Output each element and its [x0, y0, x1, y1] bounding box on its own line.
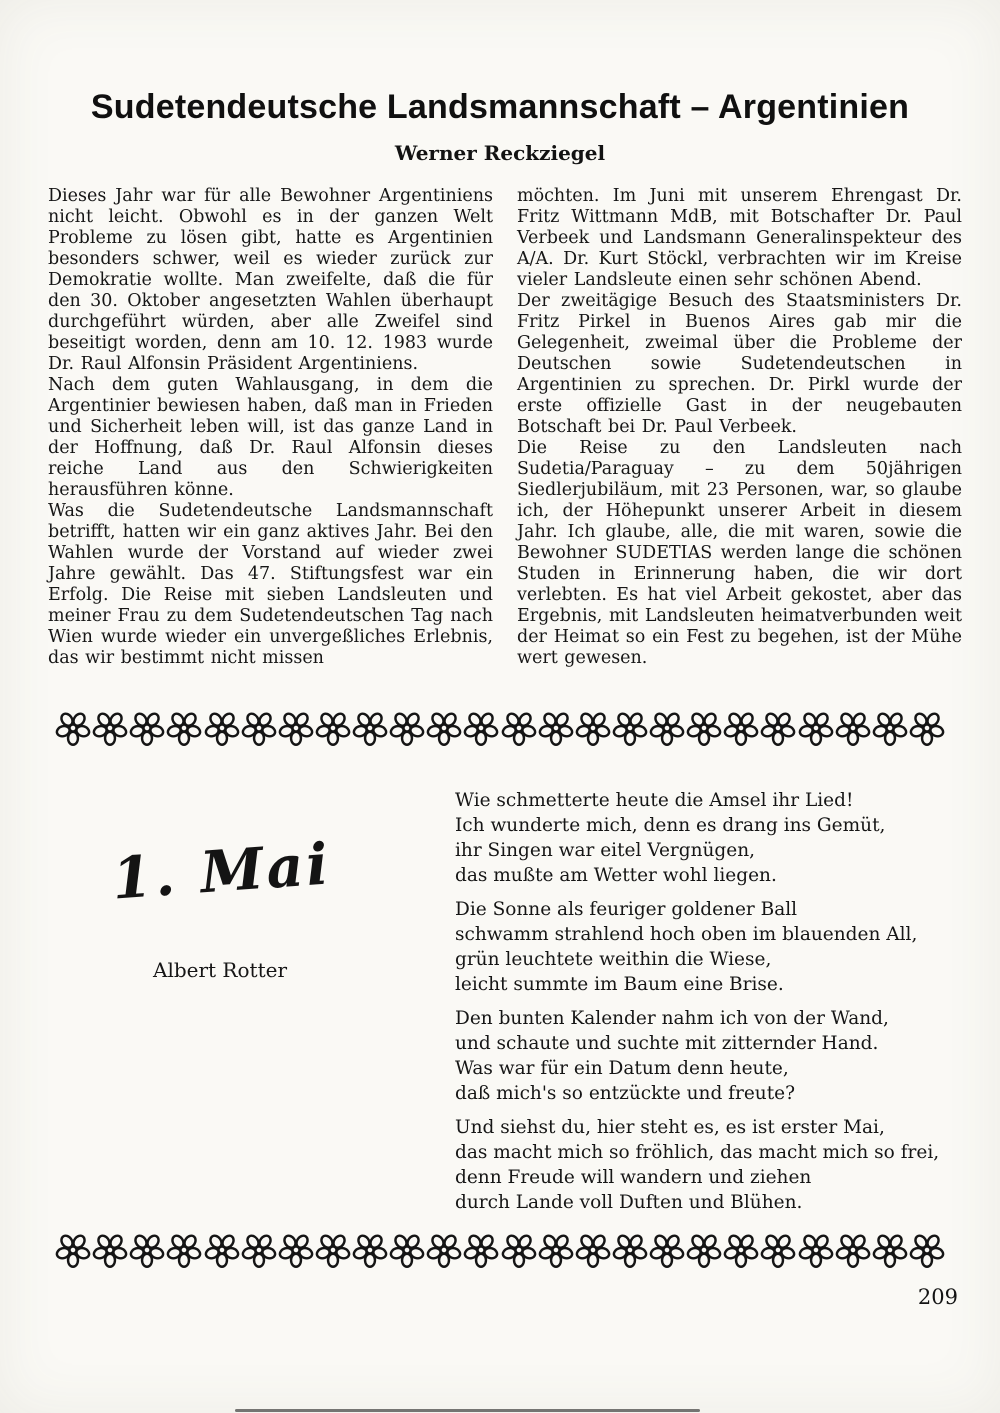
flower-ornament-icon [463, 706, 499, 750]
article-title: Sudetendeutsche Landsmannschaft – Argentinien [90, 88, 910, 126]
flower-ornament-icon [55, 1228, 91, 1272]
flower-ornament-icon [55, 706, 91, 750]
poem-line: das macht mich so fröhlich, das macht mich so frei, [455, 1142, 940, 1163]
flower-ornament-icon [798, 1228, 834, 1272]
flower-ornament-icon [352, 1228, 388, 1272]
paragraph: möchten. Im Juni mit unserem Ehrengast Dr. Fritz Wittmann MdB, mit Botschafter Dr. Paul Verbeek und Landsmann Generalinspekteur des A/A. Dr. Kurt Stöckl, verbrachten wir im Kreise vieler Landsleute einen sehr schönen Abend. [517, 186, 962, 290]
poem-line: ihr Singen war eitel Vergnügen, [455, 840, 755, 861]
flower-ornament-icon [92, 706, 128, 750]
flower-ornament-icon [166, 1228, 202, 1272]
flower-ornament-icon [278, 1228, 314, 1272]
poem-line: grün leuchtete weithin die Wiese, [455, 949, 772, 970]
flower-ornament-icon [872, 706, 908, 750]
flower-ornament-icon [760, 706, 796, 750]
flower-ornament-icon [501, 1228, 537, 1272]
flower-ornament-icon [315, 1228, 351, 1272]
poem-line: Ich wunderte mich, denn es drang ins Gemüt, [455, 815, 886, 836]
poem-stanza [455, 1006, 935, 1106]
paragraph: Die Reise zu den Landsleuten nach Sudetia/Paraguay – zu dem 50jährigen Siedlerjubiläum, mit 23 Personen, war, so glaube ich, der Höhepunkt unserer Arbeit in diesem Jahr. Ich glaube, alle, die mit waren, sowie die Bewohner SUDETIAS werden lange die schönen Studen in Erinnerung haben, die wir dort verlebten. Es hat viel Arbeit gekostet, aber das Ergebnis, mit Landsleuten heimatverbunden weit der Heimat so ein Fest zu begehen, ist der Mühe wert gewesen. [517, 438, 962, 668]
flower-ornament-icon [760, 1228, 796, 1272]
poem-line: Wie schmetterte heute die Amsel ihr Lied! [455, 790, 854, 811]
flower-ornament-icon [872, 1228, 908, 1272]
poem-line: Was war für ein Datum denn heute, [455, 1058, 789, 1079]
paragraph: Nach dem guten Wahlausgang, in dem die Argentinier bewiesen haben, daß man in Frieden und Sicherheit leben will, ist das ganze Land in der Hoffnung, daß Dr. Raul Alfonsin dieses reiche Land aus den Schwierigkeiten herausführen könne. [48, 375, 493, 500]
poem-title: 1. Mai [109, 830, 334, 913]
flower-ornament-icon [426, 1228, 462, 1272]
poem-line: schwamm strahlend hoch oben im blauenden All, [455, 924, 918, 945]
flower-ornament-icon [649, 1228, 685, 1272]
flower-ornament-icon [612, 1228, 648, 1272]
flower-ornament-icon [241, 706, 277, 750]
poem-stanza [455, 788, 935, 888]
poem-line: und schaute und suchte mit zitternder Hand. [455, 1033, 879, 1054]
poem-line: das mußte am Wetter wohl liegen. [455, 865, 777, 886]
flower-ornament-icon [501, 706, 537, 750]
left-column [48, 186, 493, 669]
poem-line: Den bunten Kalender nahm ich von der Wand, [455, 1008, 889, 1029]
flower-ornament-icon [686, 1228, 722, 1272]
flower-ornament-icon [575, 1228, 611, 1272]
article-body [48, 186, 962, 669]
poem-line: Die Sonne als feuriger goldener Ball [455, 899, 798, 920]
scan-edge-artifact [235, 1409, 700, 1412]
flower-ornament-icon [315, 706, 351, 750]
flower-ornament-icon [389, 706, 425, 750]
flower-ornament-icon [909, 706, 945, 750]
flower-ornament-icon [389, 1228, 425, 1272]
poem-author: Albert Rotter [153, 958, 288, 982]
flower-ornament-icon [723, 706, 759, 750]
flower-ornament-icon [204, 1228, 240, 1272]
poem-line: leicht summte im Baum eine Brise. [455, 974, 784, 995]
poem-line: daß mich's so entzückte und freute? [455, 1083, 796, 1104]
flower-ornament-icon [204, 706, 240, 750]
flower-ornament-icon [909, 1228, 945, 1272]
flower-ornament-icon [92, 1228, 128, 1272]
poem-stanza [455, 897, 935, 997]
flower-ornament-icon [426, 706, 462, 750]
flower-ornament-icon [538, 1228, 574, 1272]
flower-ornament-icon [129, 1228, 165, 1272]
page-number: 209 [917, 1285, 958, 1309]
flower-ornament-icon [278, 706, 314, 750]
flower-ornament-icon [463, 1228, 499, 1272]
flower-ornament-icon [241, 1228, 277, 1272]
flower-ornament-icon [575, 706, 611, 750]
flower-ornament-icon [835, 706, 871, 750]
poem-body [455, 788, 940, 1224]
flower-ornament-icon [798, 706, 834, 750]
paragraph: Der zweitägige Besuch des Staatsministers Dr. Fritz Pirkel in Buenos Aires gab mir die Gelegenheit, zweimal über die Probleme der Deutschen sowie Sudetendeutschen in Argentinien zu sprechen. Dr. Pirkl wurde der erste offizielle Gast in der neugebauten Botschaft bei Dr. Paul Verbeek. [517, 291, 962, 437]
flower-ornament-icon [538, 706, 574, 750]
article-author: Werner Reckziegel [394, 141, 606, 165]
poem-line: denn Freude will wandern und ziehen [455, 1167, 812, 1188]
paragraph: Was die Sudetendeutsche Landsmannschaft betrifft, hatten wir ein ganz aktives Jahr. Bei den Wahlen wurde der Vorstand auf wieder zwei Jahre gewählt. Das 47. Stiftungsfest war ein Erfolg. Die Reise mit sieben Landsleuten und meiner Frau zu dem Sudetendeutschen Tag nach Wien wurde wieder ein unvergeßliches Erlebnis, das wir bestimmt nicht missen [48, 501, 493, 668]
flower-ornament-icon [649, 706, 685, 750]
paragraph: Dieses Jahr war für alle Bewohner Argentiniens nicht leicht. Obwohl es in der ganzen Welt Probleme zu lösen gibt, hatte es Argentinien besonders schwer, weil es wieder zurück zur Demokratie wollte. Man zweifelte, daß die für den 30. Oktober angesetzten Wahlen überhaupt durchgeführt würden, aber alle Zweifel sind beseitigt worden, denn am 10. 12. 1983 wurde Dr. Raul Alfonsin Präsident Argentiniens. [48, 186, 493, 374]
poem-line: Und siehst du, hier steht es, es ist erster Mai, [455, 1117, 885, 1138]
flower-ornament-icon [352, 706, 388, 750]
flower-ornament-row-bottom [55, 1224, 945, 1276]
poem-stanza [455, 1115, 940, 1215]
flower-ornament-icon [166, 706, 202, 750]
poem-line: durch Lande voll Duften und Blühen. [455, 1192, 803, 1213]
flower-ornament-icon [129, 706, 165, 750]
flower-ornament-icon [723, 1228, 759, 1272]
flower-ornament-row-top [55, 702, 945, 754]
right-column [517, 186, 962, 669]
flower-ornament-icon [835, 1228, 871, 1272]
flower-ornament-icon [686, 706, 722, 750]
flower-ornament-icon [612, 706, 648, 750]
